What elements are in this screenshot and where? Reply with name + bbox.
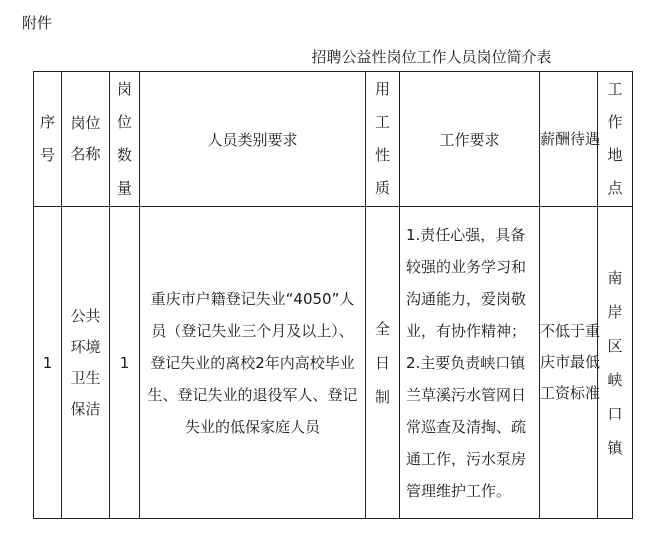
attachment-label: 附件 <box>22 14 53 32</box>
table-header-row <box>34 72 633 207</box>
position-table <box>33 71 633 519</box>
document-title: 招聘公益性岗位工作人员岗位简介表 <box>311 48 552 66</box>
cell-salary: 不低于重庆市最低工资标准 <box>540 207 598 519</box>
cell-duties: 1.责任心强，具备较强的业务学习和沟通能力，爱岗敬业，有协作精神；2.主要负责峡口镇兰草溪污水管网日常巡查及清掏、疏通工作，污水泵房管理维护工作。 <box>400 207 540 519</box>
header-count: 岗位数量 <box>110 72 140 207</box>
header-position: 岗位名称 <box>62 72 110 207</box>
header-duties: 工作要求 <box>400 72 540 207</box>
header-seq: 序号 <box>34 72 62 207</box>
cell-employment-type: 全日制 <box>366 207 400 519</box>
header-employment-type: 用工性质 <box>366 72 400 207</box>
header-salary: 薪酬待遇 <box>540 72 598 207</box>
cell-seq: 1 <box>34 207 62 519</box>
cell-requirement: 重庆市户籍登记失业“4050”人员（登记失业三个月及以上）、登记失业的离校2年内高校毕业生、登记失业的退役军人、登记失业的低保家庭人员 <box>140 207 366 519</box>
cell-count: 1 <box>110 207 140 519</box>
cell-location: 南岸区峡口镇 <box>598 207 633 519</box>
header-requirement: 人员类别要求 <box>140 72 366 207</box>
header-location: 工作地点 <box>598 72 633 207</box>
table-row <box>34 207 633 519</box>
cell-position: 公共环境卫生保洁 <box>62 207 110 519</box>
